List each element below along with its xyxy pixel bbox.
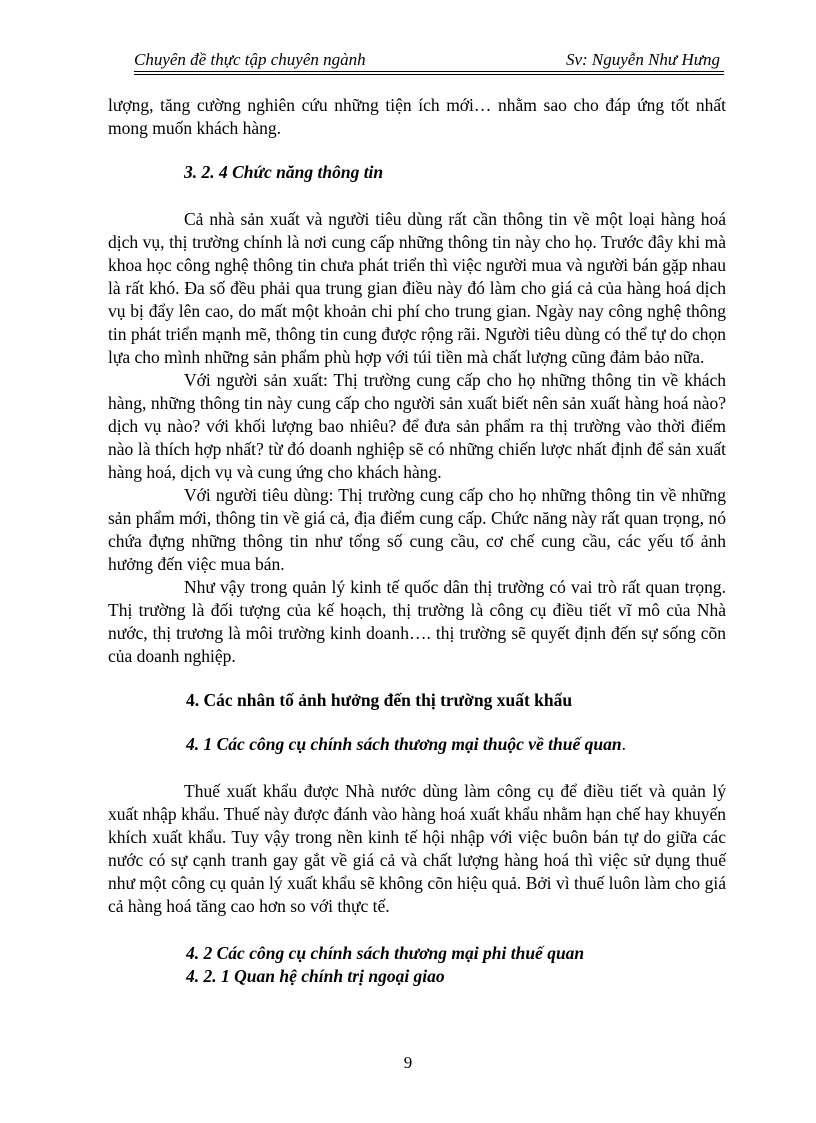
section-heading-4: 4. Các nhân tố ảnh hưởng đến thị trường xuất khẩu [186,690,573,710]
paragraph-information-function: Cả nhà sản xuất và người tiêu dùng rất cần thông tin về một loại hàng hoá dịch vụ, thị trường chính là nơi cung cấp những thông tin này cho họ. Trước đây khi mà khoa học công nghệ thông tin chưa phát triển thì việc người mua và người bán gặp nhau là rất khó. Đa số đều phải qua trung gian điều này đó làm cho giá cả của hàng hoá dịch vụ bị đẩy lên cao, do mất một khoản chi phí cho trung gian. Ngày nay công nghệ thông tin phát triển mạnh mẽ, thông tin cung được rộng rãi. Người tiêu dùng có thể tự do chọn lựa cho mình những sản phẩm phù hợp với túi tiền mà chất lượng cũng đảm bảo nữa. [108,209,726,367]
header-author: Sv: Nguyễn Như Hưng [565,50,720,69]
section-heading-4-2-1: 4. 2. 1 Quan hệ chính trị ngoại giao [186,966,445,986]
header-rule-double [134,74,724,75]
paragraph-continuation: lượng, tăng cường nghiên cứu những tiện ích mới… nhằm sao cho đáp ứng tốt nhất mong muốn khách hàng. [108,95,726,138]
section-heading-4-1 [108,733,726,756]
header-rule [134,71,724,72]
paragraph-consumers: Với người tiêu dùng: Thị trường cung cấp cho họ những thông tin về những sản phẩm mới, thông tin về giá cả, địa điểm cung cấp. Chức năng này rất quan trọng, nó chứa đựng những thông tin như tổng số cung cầu, cơ chế cung cầu, các yếu tố ảnh hưởng đến việc mua bán. [108,485,726,574]
heading-4-1-text: 4. 1 Các công cụ chính sách thương mại thuộc về thuế quan [186,734,622,754]
section-heading-3-2-4: 3. 2. 4 Chức năng thông tin [184,162,384,182]
paragraph-producers: Với người sản xuất: Thị trường cung cấp cho họ những thông tin về khách hàng, những thông tin này cung cấp cho người sản xuất biết nên sản xuất hàng hoá nào? dịch vụ nào? với khối lượng bao nhiêu? để đưa sản phẩm ra thị trường vào thời điểm nào là thích hợp nhất? từ đó doanh nghiệp sẽ có những chiến lược nhất định để sản xuất hàng hoá, dịch vụ và cung ứng cho khách hàng. [108,370,726,482]
paragraph-conclusion: Như vậy trong quản lý kinh tế quốc dân thị trường có vai trò rất quan trọng. Thị trường là đối tượng của kế hoạch, thị trường là công cụ điều tiết vĩ mô của Nhà nước, thị trương là môi trường kinh doanh…. thị trường sẽ quyết định đến sự sống cõn của doanh nghiệp. [108,577,726,666]
section-heading-4-2: 4. 2 Các công cụ chính sách thương mại phi thuế quan [186,943,585,963]
page-header [134,46,724,72]
paragraph-export-tax: Thuế xuất khẩu được Nhà nước dùng làm công cụ để điều tiết và quản lý xuất nhập khẩu. Thuế này được đánh vào hàng hoá xuất khẩu nhằm hạn chế hay khuyến khích xuất khẩu. Tuy vậy trong nền kinh tế hội nhập với việc buôn bán tự do giữa các nước có sự cạnh tranh gay gắt về giá cả và chất lượng hàng hoá thì việc sử dụng thuế như một công cụ quản lý xuất khẩu sẽ không cõn hiệu quả. Bởi vì thuế luôn làm cho giá cả hàng hoá tăng cao hơn so với thực tế. [108,781,726,916]
page-body [108,94,726,988]
page-number: 9 [403,1053,413,1072]
header-title: Chuyên đề thực tập chuyên ngành [134,50,366,69]
heading-4-1-period: . [621,734,626,754]
